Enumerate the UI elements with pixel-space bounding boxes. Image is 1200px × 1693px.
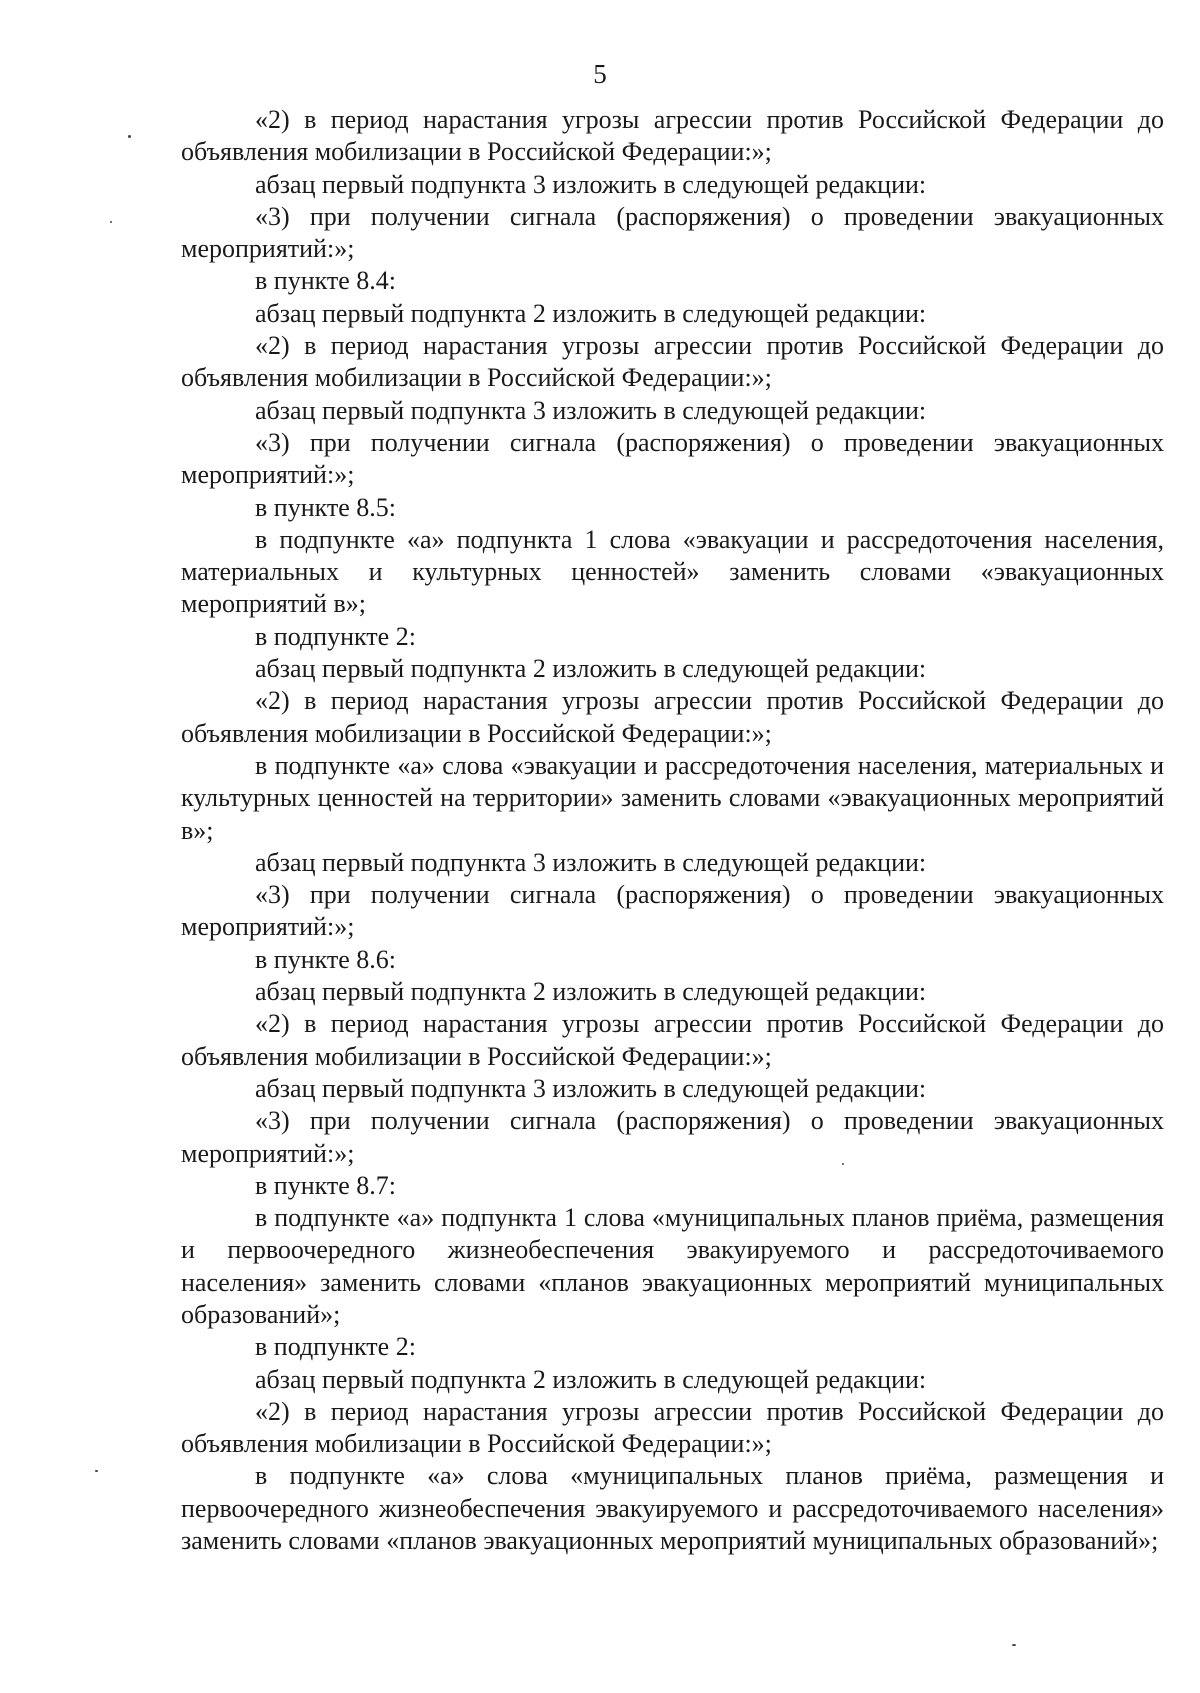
paragraph: «3) при получении сигнала (распоряжения) о проведении эвакуационных мероприятий:»; (181, 427, 1164, 490)
paragraph: в подпункте «а» подпункта 1 слова «муниципальных планов приёма, размещения и первоочередного жизнеобеспечения эвакуируемого и рассредоточиваемого населения» заменить словами «планов эвакуационных мероприятий муниципальных образований»; (181, 1203, 1164, 1329)
paragraph: «2) в период нарастания угрозы агрессии против Российской Федерации до объявления мобилизации в Российской Федерации:»; (181, 105, 1164, 167)
paragraph: абзац первый подпункта 2 изложить в следующей редакции: (255, 1364, 927, 1394)
paragraph: «3) при получении сигнала (распоряжения) о проведении эвакуационных мероприятий:»; (181, 880, 1164, 942)
scan-speck (842, 1163, 844, 1165)
paragraph: «2) в период нарастания угрозы агрессии против Российской Федерации до объявления мобилизации в Российской Федерации:»; (181, 1009, 1164, 1071)
paragraph: в подпункте «а» слова «эвакуации и рассредоточения населения, материальных и культурных ценностей на территории» заменить словами «эвакуационных мероприятий в»; (181, 750, 1164, 845)
paragraph: «3) при получении сигнала (распоряжения) о проведении эвакуационных мероприятий:»; (181, 201, 1164, 264)
paragraph: абзац первый подпункта 2 изложить в следующей редакции: (255, 977, 927, 1007)
scan-speck (1012, 1644, 1016, 1646)
paragraph: абзац первый подпункта 3 изложить в следующей редакции: (255, 395, 927, 425)
paragraph: «2) в период нарастания угрозы агрессии против Российской Федерации до объявления мобилизации в Российской Федерации:»; (181, 331, 1164, 393)
paragraph: в пункте 8.7: (255, 1170, 397, 1200)
paragraph: «2) в период нарастания угрозы агрессии против Российской Федерации до объявления мобилизации в Российской Федерации:»; (181, 686, 1164, 748)
paragraph: абзац первый подпункта 3 изложить в следующей редакции: (255, 847, 927, 877)
paragraph: в подпункте 2: (255, 1332, 416, 1362)
paragraph: «2) в период нарастания угрозы агрессии против Российской Федерации до объявления мобилизации в Российской Федерации:»; (181, 1396, 1164, 1459)
paragraph: в пункте 8.4: (255, 266, 397, 296)
paragraph: в пункте 8.6: (255, 944, 397, 974)
paragraph: абзац первый подпункта 2 изложить в следующей редакции: (255, 654, 927, 684)
document-body (181, 104, 1164, 1557)
scan-speck (95, 1470, 98, 1472)
paragraph: абзац первый подпункта 3 изложить в следующей редакции: (255, 169, 927, 199)
paragraph: абзац первый подпункта 2 изложить в следующей редакции: (255, 298, 927, 328)
page-number: 5 (593, 59, 607, 89)
paragraph: абзац первый подпункта 3 изложить в следующей редакции: (255, 1073, 927, 1103)
paragraph: «3) при получении сигнала (распоряжения) о проведении эвакуационных мероприятий:»; (181, 1106, 1164, 1168)
paragraph: в пункте 8.5: (255, 492, 397, 522)
paragraph: в подпункте «а» слова «муниципальных планов приёма, размещения и первоочередного жизнеобеспечения эвакуируемого и рассредоточиваемого населения» заменить словами «планов эвакуационных мероприятий муниципальных образований»; (181, 1461, 1164, 1556)
paragraph: в подпункте 2: (255, 621, 416, 651)
scan-speck (110, 221, 112, 223)
scan-speck (128, 135, 131, 138)
paragraph: в подпункте «а» подпункта 1 слова «эвакуации и рассредоточения населения, материальных и культурных ценностей» заменить словами «эвакуационных мероприятий в»; (181, 524, 1164, 619)
